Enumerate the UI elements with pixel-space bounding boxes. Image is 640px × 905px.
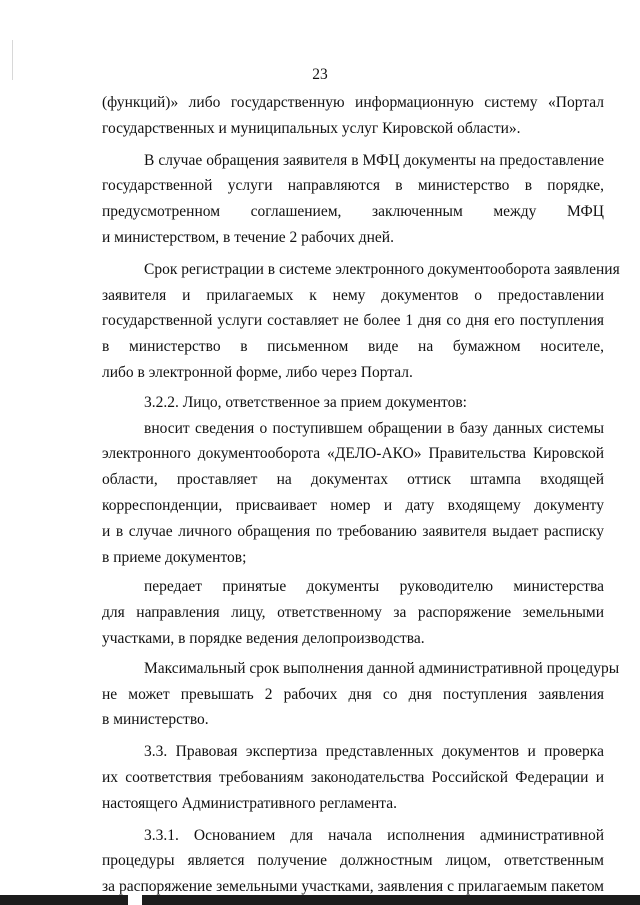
- document-body: [102, 90, 620, 900]
- text-line: 3.3. Правовая экспертиза представленных документов и проверка: [144, 743, 604, 761]
- text-line: в приеме документов;: [102, 548, 247, 566]
- text-line: вносит сведения о поступившем обращении в базу данных системы: [144, 419, 604, 437]
- text-line: участками, в порядке ведения делопроизводства.: [102, 629, 425, 647]
- text-line: передает принятые документы руководителю министерства: [144, 578, 604, 596]
- scan-bottom-edge-gap: [128, 895, 142, 905]
- text-line: государственной услуги составляет не более 1 дня со дня его поступления: [102, 312, 604, 330]
- page-number: 23: [312, 66, 328, 83]
- text-line: предусмотренном соглашением, заключенным между МФЦ: [102, 203, 604, 221]
- text-line: в министерство.: [102, 711, 209, 729]
- paragraph-max-term: [102, 656, 620, 733]
- text-line: в министерство в письменном виде на бумажном носителе,: [102, 338, 604, 356]
- section-heading-3-2-2: [102, 390, 604, 416]
- text-line: не может превышать 2 рабочих дня со дня поступления заявления: [102, 685, 604, 703]
- text-line: 3.3.1. Основанием для начала исполнения административной: [144, 826, 604, 844]
- paragraph-registration-term: [102, 257, 620, 386]
- text-line: либо в электронной форме, либо через Портал.: [102, 363, 413, 381]
- text-line: (функций)» либо государственную информационную систему «Портал: [102, 94, 604, 111]
- section-3-3-legal-review: [102, 739, 604, 816]
- text-line: Срок регистрации в системе электронного документооборота заявления: [144, 260, 620, 278]
- text-line: электронного документооборота «ДЕЛО-АКО» Правительства Кировской: [102, 445, 604, 463]
- section-3-3-1-grounds: [102, 823, 604, 900]
- text-line: области, проставляет на документах оттиск штампа входящей: [102, 471, 604, 489]
- text-line: их соответствия требованиям законодательства Российской Федерации и: [102, 768, 604, 786]
- text-line: Максимальный срок выполнения данной административной процедуры: [144, 659, 620, 677]
- text-line: государственной услуги направляются в министерство в порядке,: [102, 177, 604, 195]
- paragraph-portal-continuation: [102, 90, 604, 142]
- text-line: процедуры является получение должностным лицом, ответственным: [102, 852, 604, 870]
- scan-bottom-edge: [0, 895, 640, 905]
- text-line: и министерством, в течение 2 рабочих дней.: [102, 228, 394, 246]
- text-line: и в случае личного обращения по требованию заявителя выдает расписку: [102, 522, 604, 540]
- text-line: государственных и муниципальных услуг Кировской области».: [102, 119, 521, 137]
- text-line: В случае обращения заявителя в МФЦ документы на предоставление: [144, 151, 604, 169]
- text-line: для направления лицу, ответственному за распоряжение земельными: [102, 604, 604, 622]
- text-line: настоящего Административного регламента.: [102, 794, 398, 812]
- paragraph-transfer-documents: [102, 574, 604, 651]
- text-line: заявителя и прилагаемых к нему документов о предоставлении: [102, 286, 604, 304]
- text-line: 3.2.2. Лицо, ответственное за прием документов:: [144, 393, 467, 411]
- paragraph-mfc-submission: [102, 148, 604, 251]
- text-line: корреспонденции, присваивает номер и дату входящему документу: [102, 496, 604, 514]
- text-line: за распоряжение земельными участками, заявления с прилагаемым пакетом: [102, 878, 604, 896]
- paragraph-records-entry: [102, 416, 604, 571]
